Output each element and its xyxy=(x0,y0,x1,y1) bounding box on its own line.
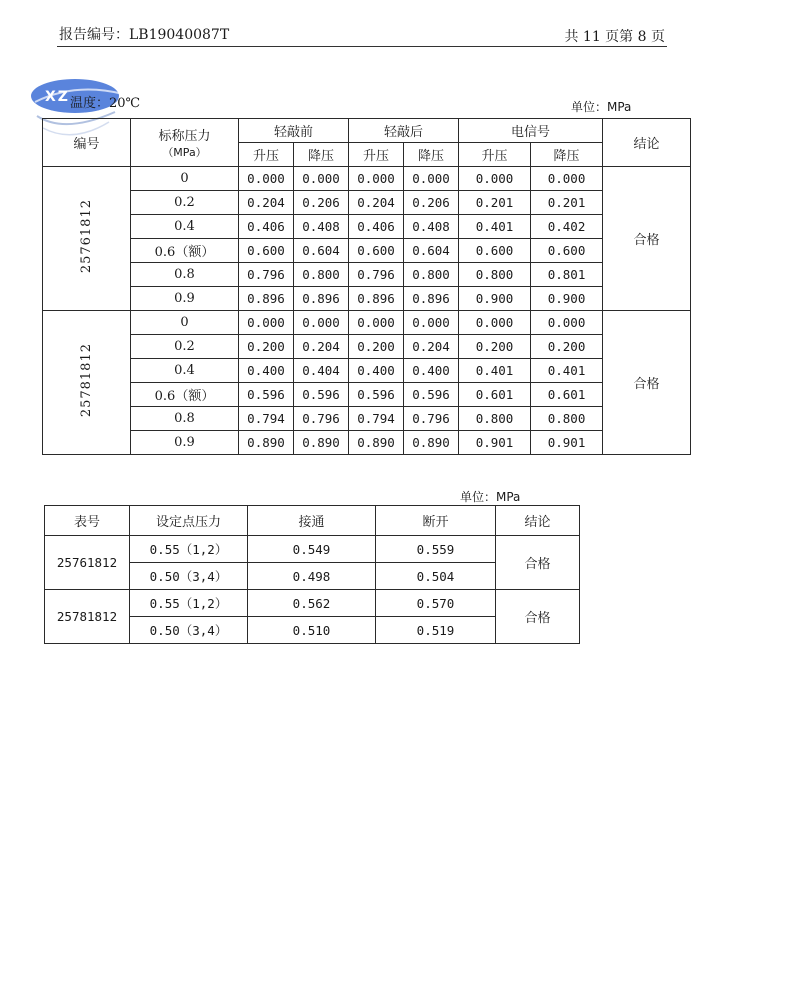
value-cell: 0.800 xyxy=(294,263,349,287)
value-cell: 0.000 xyxy=(459,167,531,191)
table-row xyxy=(45,536,580,563)
header-on: 接通 xyxy=(248,506,376,536)
conclusion: 合格 xyxy=(603,311,691,455)
value-cell: 0.000 xyxy=(294,311,349,335)
value-cell: 0.600 xyxy=(349,239,404,263)
nominal-pressure: 0 xyxy=(131,311,239,335)
table-row xyxy=(43,311,691,335)
value-cell: 0.204 xyxy=(404,335,459,359)
header-down: 降压 xyxy=(294,143,349,167)
table1-unit: 单位：MPa xyxy=(571,100,632,114)
table2-unit: 单位：MPa xyxy=(460,490,521,504)
conclusion: 合格 xyxy=(603,167,691,311)
nominal-pressure: 0.8 xyxy=(131,407,239,431)
value-cell: 0.794 xyxy=(239,407,294,431)
value-cell: 0.206 xyxy=(404,191,459,215)
page-number: 共 11 页第 8 页 xyxy=(564,29,665,45)
value-cell: 0.000 xyxy=(239,167,294,191)
header-down: 降压 xyxy=(531,143,603,167)
conclusion: 合格 xyxy=(496,536,580,590)
value-cell: 0.000 xyxy=(404,167,459,191)
header-id: 编号 xyxy=(43,119,131,167)
header-nominal-label: 标称压力 xyxy=(158,129,211,144)
value-cell: 0.519 xyxy=(376,617,496,644)
table2-header-row xyxy=(45,506,580,536)
header-nominal xyxy=(131,119,239,167)
value-cell: 0.801 xyxy=(531,263,603,287)
value-cell: 0.796 xyxy=(239,263,294,287)
value-cell: 0.201 xyxy=(531,191,603,215)
value-cell: 0.400 xyxy=(239,359,294,383)
value-cell: 0.000 xyxy=(349,311,404,335)
value-cell: 0.596 xyxy=(349,383,404,407)
value-cell: 0.204 xyxy=(349,191,404,215)
value-cell: 0.604 xyxy=(404,239,459,263)
value-cell: 0.408 xyxy=(404,215,459,239)
table-row xyxy=(43,287,691,311)
table-row xyxy=(43,383,691,407)
value-cell: 0.900 xyxy=(531,287,603,311)
value-cell: 0.800 xyxy=(531,407,603,431)
value-cell: 0.000 xyxy=(459,311,531,335)
value-cell: 0.800 xyxy=(459,263,531,287)
value-cell: 0.549 xyxy=(248,536,376,563)
value-cell: 0.796 xyxy=(349,263,404,287)
value-cell: 0.600 xyxy=(531,239,603,263)
header-after-tap: 轻敲后 xyxy=(349,119,459,143)
header-conclusion: 结论 xyxy=(603,119,691,167)
table1-header-row-1 xyxy=(43,119,691,143)
pressure-calibration-table xyxy=(42,118,691,455)
value-cell: 0.408 xyxy=(294,215,349,239)
meter-id: 25761812 xyxy=(45,536,130,590)
report-number: 报告编号：LB19040087T xyxy=(59,27,230,43)
value-cell: 0.401 xyxy=(459,359,531,383)
value-cell: 0.890 xyxy=(404,431,459,455)
header-before-tap: 轻敲前 xyxy=(239,119,349,143)
nominal-pressure: 0.4 xyxy=(131,215,239,239)
table-row xyxy=(43,191,691,215)
nominal-pressure: 0.8 xyxy=(131,263,239,287)
table-row xyxy=(43,215,691,239)
value-cell: 0.600 xyxy=(239,239,294,263)
table-row xyxy=(43,239,691,263)
header-signal: 电信号 xyxy=(459,119,603,143)
nominal-pressure: 0.2 xyxy=(131,191,239,215)
header-up: 升压 xyxy=(239,143,294,167)
value-cell: 0.406 xyxy=(239,215,294,239)
value-cell: 0.406 xyxy=(349,215,404,239)
value-cell: 0.890 xyxy=(349,431,404,455)
switch-setpoint-table xyxy=(44,505,580,644)
value-cell: 0.794 xyxy=(349,407,404,431)
value-cell: 0.562 xyxy=(248,590,376,617)
value-cell: 0.800 xyxy=(459,407,531,431)
value-cell: 0.401 xyxy=(531,359,603,383)
table-row xyxy=(43,407,691,431)
temperature-label: 温度：20℃ xyxy=(70,96,141,111)
nominal-pressure: 0 xyxy=(131,167,239,191)
value-cell: 0.901 xyxy=(531,431,603,455)
nominal-pressure: 0.6（额） xyxy=(131,383,239,407)
header-setpoint: 设定点压力 xyxy=(130,506,248,536)
value-cell: 0.890 xyxy=(294,431,349,455)
value-cell: 0.404 xyxy=(294,359,349,383)
value-cell: 0.201 xyxy=(459,191,531,215)
value-cell: 0.900 xyxy=(459,287,531,311)
value-cell: 0.401 xyxy=(459,215,531,239)
value-cell: 0.796 xyxy=(294,407,349,431)
value-cell: 0.601 xyxy=(459,383,531,407)
value-cell: 0.200 xyxy=(531,335,603,359)
value-cell: 0.000 xyxy=(349,167,404,191)
setpoint-cell: 0.50（3,4） xyxy=(130,617,248,644)
setpoint-cell: 0.55（1,2） xyxy=(130,536,248,563)
value-cell: 0.570 xyxy=(376,590,496,617)
header-conclusion: 结论 xyxy=(496,506,580,536)
nominal-pressure: 0.6（额） xyxy=(131,239,239,263)
value-cell: 0.796 xyxy=(404,407,459,431)
value-cell: 0.498 xyxy=(248,563,376,590)
value-cell: 0.400 xyxy=(404,359,459,383)
value-cell: 0.896 xyxy=(294,287,349,311)
value-cell: 0.200 xyxy=(349,335,404,359)
value-cell: 0.200 xyxy=(239,335,294,359)
value-cell: 0.559 xyxy=(376,536,496,563)
value-cell: 0.890 xyxy=(239,431,294,455)
value-cell: 0.000 xyxy=(404,311,459,335)
value-cell: 0.206 xyxy=(294,191,349,215)
value-cell: 0.601 xyxy=(531,383,603,407)
table-row xyxy=(43,359,691,383)
setpoint-cell: 0.50（3,4） xyxy=(130,563,248,590)
header-up: 升压 xyxy=(349,143,404,167)
table-row xyxy=(43,263,691,287)
table-row xyxy=(43,431,691,455)
table-row xyxy=(45,590,580,617)
header-nominal-unit: （MPa） xyxy=(162,146,207,159)
value-cell: 0.000 xyxy=(531,167,603,191)
header-meter-id: 表号 xyxy=(45,506,130,536)
meter-id: 25781812 xyxy=(45,590,130,644)
value-cell: 0.400 xyxy=(349,359,404,383)
header-up: 升压 xyxy=(459,143,531,167)
table1-group-1 xyxy=(43,167,691,311)
table-row xyxy=(43,335,691,359)
value-cell: 0.204 xyxy=(239,191,294,215)
device-id: 25781812 xyxy=(43,311,131,455)
header-down: 降压 xyxy=(404,143,459,167)
value-cell: 0.200 xyxy=(459,335,531,359)
setpoint-cell: 0.55（1,2） xyxy=(130,590,248,617)
value-cell: 0.510 xyxy=(248,617,376,644)
value-cell: 0.896 xyxy=(404,287,459,311)
nominal-pressure: 0.9 xyxy=(131,287,239,311)
device-id: 25761812 xyxy=(43,167,131,311)
value-cell: 0.596 xyxy=(239,383,294,407)
value-cell: 0.600 xyxy=(459,239,531,263)
table-row xyxy=(43,167,691,191)
nominal-pressure: 0.2 xyxy=(131,335,239,359)
value-cell: 0.596 xyxy=(294,383,349,407)
value-cell: 0.604 xyxy=(294,239,349,263)
header-off: 断开 xyxy=(376,506,496,536)
value-cell: 0.901 xyxy=(459,431,531,455)
page-header xyxy=(57,22,667,47)
nominal-pressure: 0.4 xyxy=(131,359,239,383)
value-cell: 0.800 xyxy=(404,263,459,287)
table1-group-2 xyxy=(43,311,691,455)
value-cell: 0.596 xyxy=(404,383,459,407)
value-cell: 0.896 xyxy=(349,287,404,311)
value-cell: 0.504 xyxy=(376,563,496,590)
logo-stamp-text: XZ xyxy=(45,89,70,105)
value-cell: 0.204 xyxy=(294,335,349,359)
value-cell: 0.402 xyxy=(531,215,603,239)
conclusion: 合格 xyxy=(496,590,580,644)
value-cell: 0.000 xyxy=(294,167,349,191)
value-cell: 0.896 xyxy=(239,287,294,311)
value-cell: 0.000 xyxy=(531,311,603,335)
nominal-pressure: 0.9 xyxy=(131,431,239,455)
value-cell: 0.000 xyxy=(239,311,294,335)
